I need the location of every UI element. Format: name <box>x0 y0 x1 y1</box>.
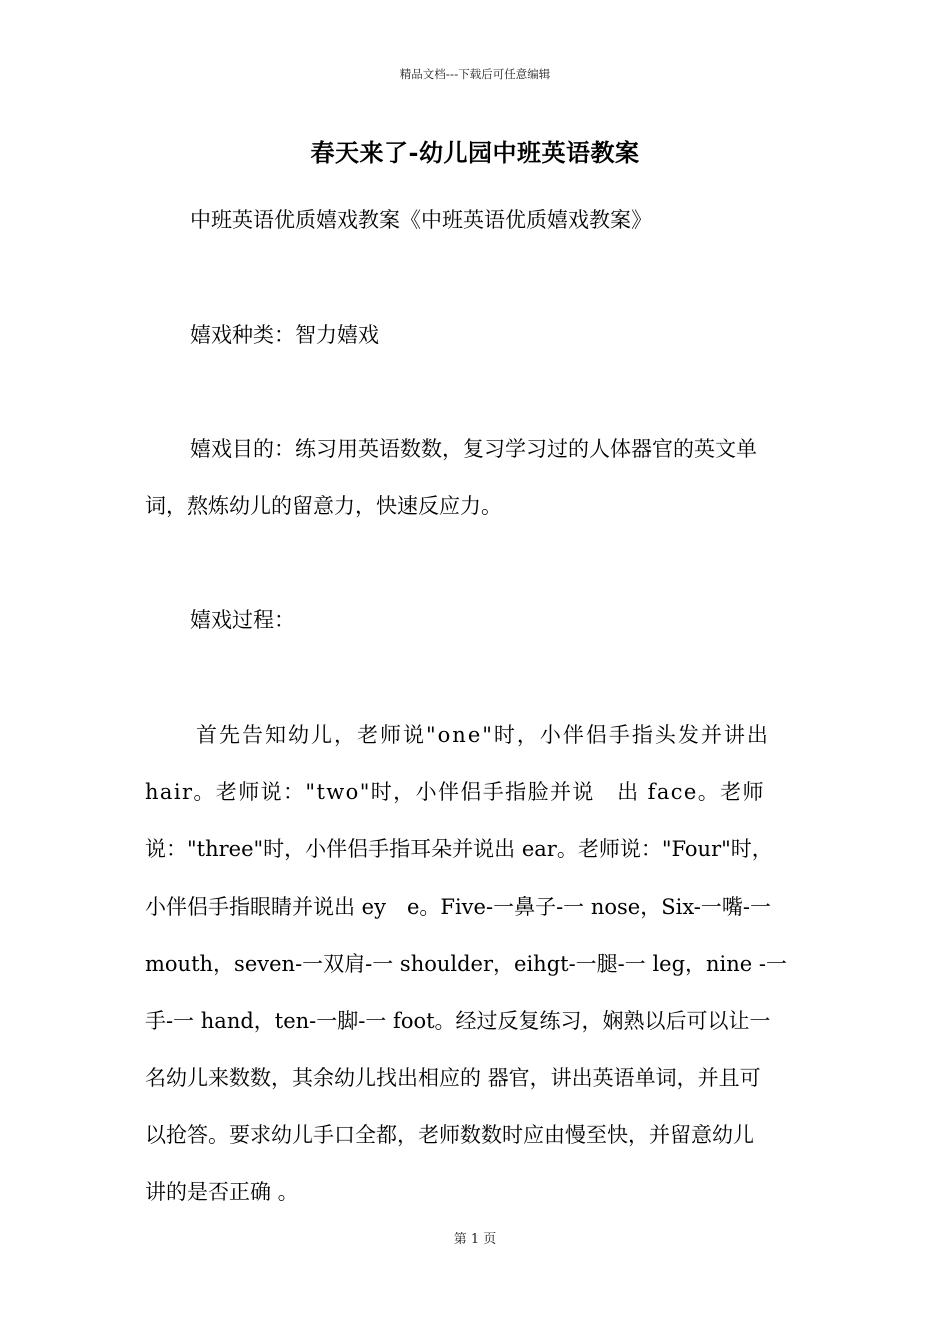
body-line: 讲的是否正确 。 <box>145 1180 299 1204</box>
body-line: 首先告知幼儿，老师说"one"时，小伴侣手指头发并讲出 <box>196 723 770 747</box>
header-note: 精品文档---下载后可任意编辑 <box>399 67 551 81</box>
body-line: 以抢答。要求幼儿手口全都，老师数数时应由慢至快，并留意幼儿 <box>145 1123 754 1147</box>
body-line: 名幼儿来数数，其余幼儿找出相应的 器官，讲出英语单词，并且可 <box>145 1066 761 1090</box>
body-line: 说："three"时，小伴侣手指耳朵并说出 ear。老师说："Four"时， <box>145 837 773 861</box>
body-line: mouth，seven-一双肩-一 shoulder，eihgt-一腿-一 leg，nine -一 <box>145 952 787 976</box>
body-line: 小伴侣手指眼睛并说出 ey e。Five-一鼻子-一 nose，Six-一嘴-一 <box>145 895 771 919</box>
document-title: 春天来了-幼儿园中班英语教案 <box>310 138 640 167</box>
body-line: 嬉戏目的：练习用英语数数，复习学习过的人体器官的英文单 <box>190 437 757 461</box>
body-line: hair。老师说："two"时，小伴侣手指脸并说 出 face。老师 <box>145 780 765 804</box>
body-line: 手-一 hand，ten-一脚-一 foot。经过反复练习，娴熟以后可以让一 <box>145 1009 771 1033</box>
page-number: 第 1 页 <box>453 1232 497 1247</box>
body-line: 嬉戏种类：智力嬉戏 <box>190 323 379 347</box>
body-line: 嬉戏过程： <box>190 608 295 632</box>
body-line: 中班英语优质嬉戏教案《中班英语优质嬉戏教案》 <box>190 208 652 232</box>
body-line: 词，熬炼幼儿的留意力，快速反应力。 <box>145 494 502 518</box>
